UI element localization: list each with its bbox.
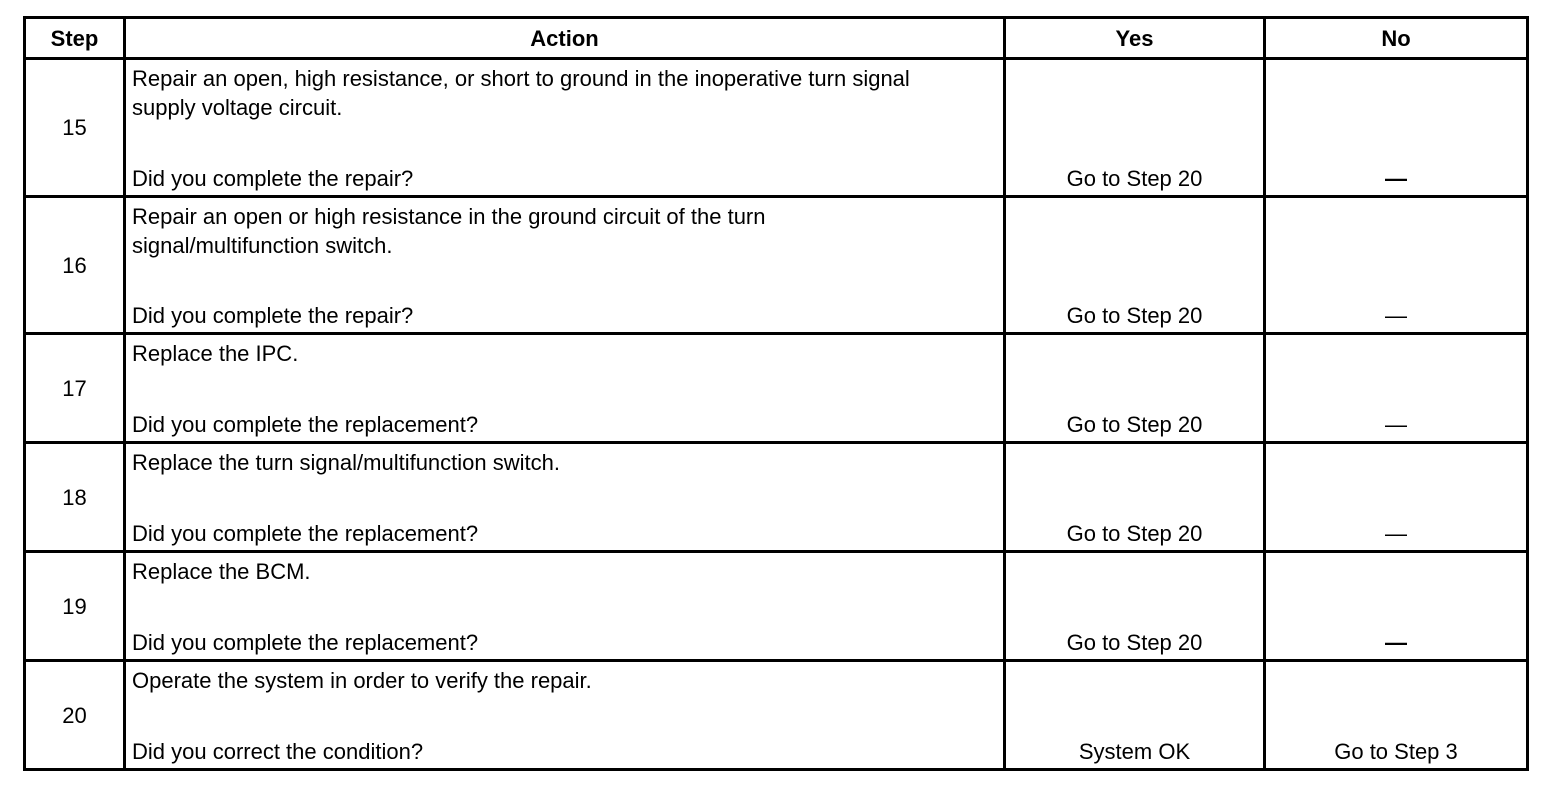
no-result: — <box>1265 443 1528 552</box>
action-cell <box>125 59 1005 197</box>
table-row <box>25 334 1528 443</box>
step-number: 18 <box>25 443 125 552</box>
question-text: Did you complete the repair? <box>132 166 414 191</box>
question-text: Did you complete the replacement? <box>132 521 479 546</box>
table-row <box>25 443 1528 552</box>
yes-result: Go to Step 20 <box>1005 59 1265 197</box>
yes-result: Go to Step 20 <box>1005 443 1265 552</box>
header-action: Action <box>125 18 1005 59</box>
action-cell <box>125 443 1005 552</box>
yes-result: Go to Step 20 <box>1005 552 1265 661</box>
header-no: No <box>1265 18 1528 59</box>
action-cell <box>125 334 1005 443</box>
action-text: Replace the IPC. <box>132 341 299 366</box>
action-cell <box>125 661 1005 770</box>
step-number: 15 <box>25 59 125 197</box>
header-row <box>25 18 1528 59</box>
step-number: 20 <box>25 661 125 770</box>
question-text: Did you complete the replacement? <box>132 630 479 655</box>
no-result: — <box>1265 197 1528 334</box>
question-text: Did you complete the repair? <box>132 303 414 328</box>
table-row <box>25 661 1528 770</box>
action-cell <box>125 552 1005 661</box>
question-text: Did you correct the condition? <box>132 739 424 764</box>
action-cell <box>125 197 1005 334</box>
no-result: — <box>1265 59 1528 197</box>
no-result: — <box>1265 552 1528 661</box>
table-row <box>25 59 1528 197</box>
no-result: — <box>1265 334 1528 443</box>
step-number: 16 <box>25 197 125 334</box>
yes-result: System OK <box>1005 661 1265 770</box>
action-text: Replace the turn signal/multifunction switch. <box>132 450 560 475</box>
step-number: 17 <box>25 334 125 443</box>
step-number: 19 <box>25 552 125 661</box>
header-yes: Yes <box>1005 18 1265 59</box>
action-text: Replace the BCM. <box>132 559 311 584</box>
no-result: Go to Step 3 <box>1265 661 1528 770</box>
action-text: Repair an open, high resistance, or short to ground in the inoperative turn signal supply voltage circuit. <box>132 66 910 120</box>
action-text: Repair an open or high resistance in the ground circuit of the turn signal/multifunction switch. <box>132 204 766 258</box>
yes-result: Go to Step 20 <box>1005 334 1265 443</box>
diagnostic-table <box>23 16 1529 771</box>
question-text: Did you complete the replacement? <box>132 412 479 437</box>
table-row <box>25 552 1528 661</box>
action-text: Operate the system in order to verify the repair. <box>132 668 592 693</box>
table-row <box>25 197 1528 334</box>
header-step: Step <box>25 18 125 59</box>
yes-result: Go to Step 20 <box>1005 197 1265 334</box>
